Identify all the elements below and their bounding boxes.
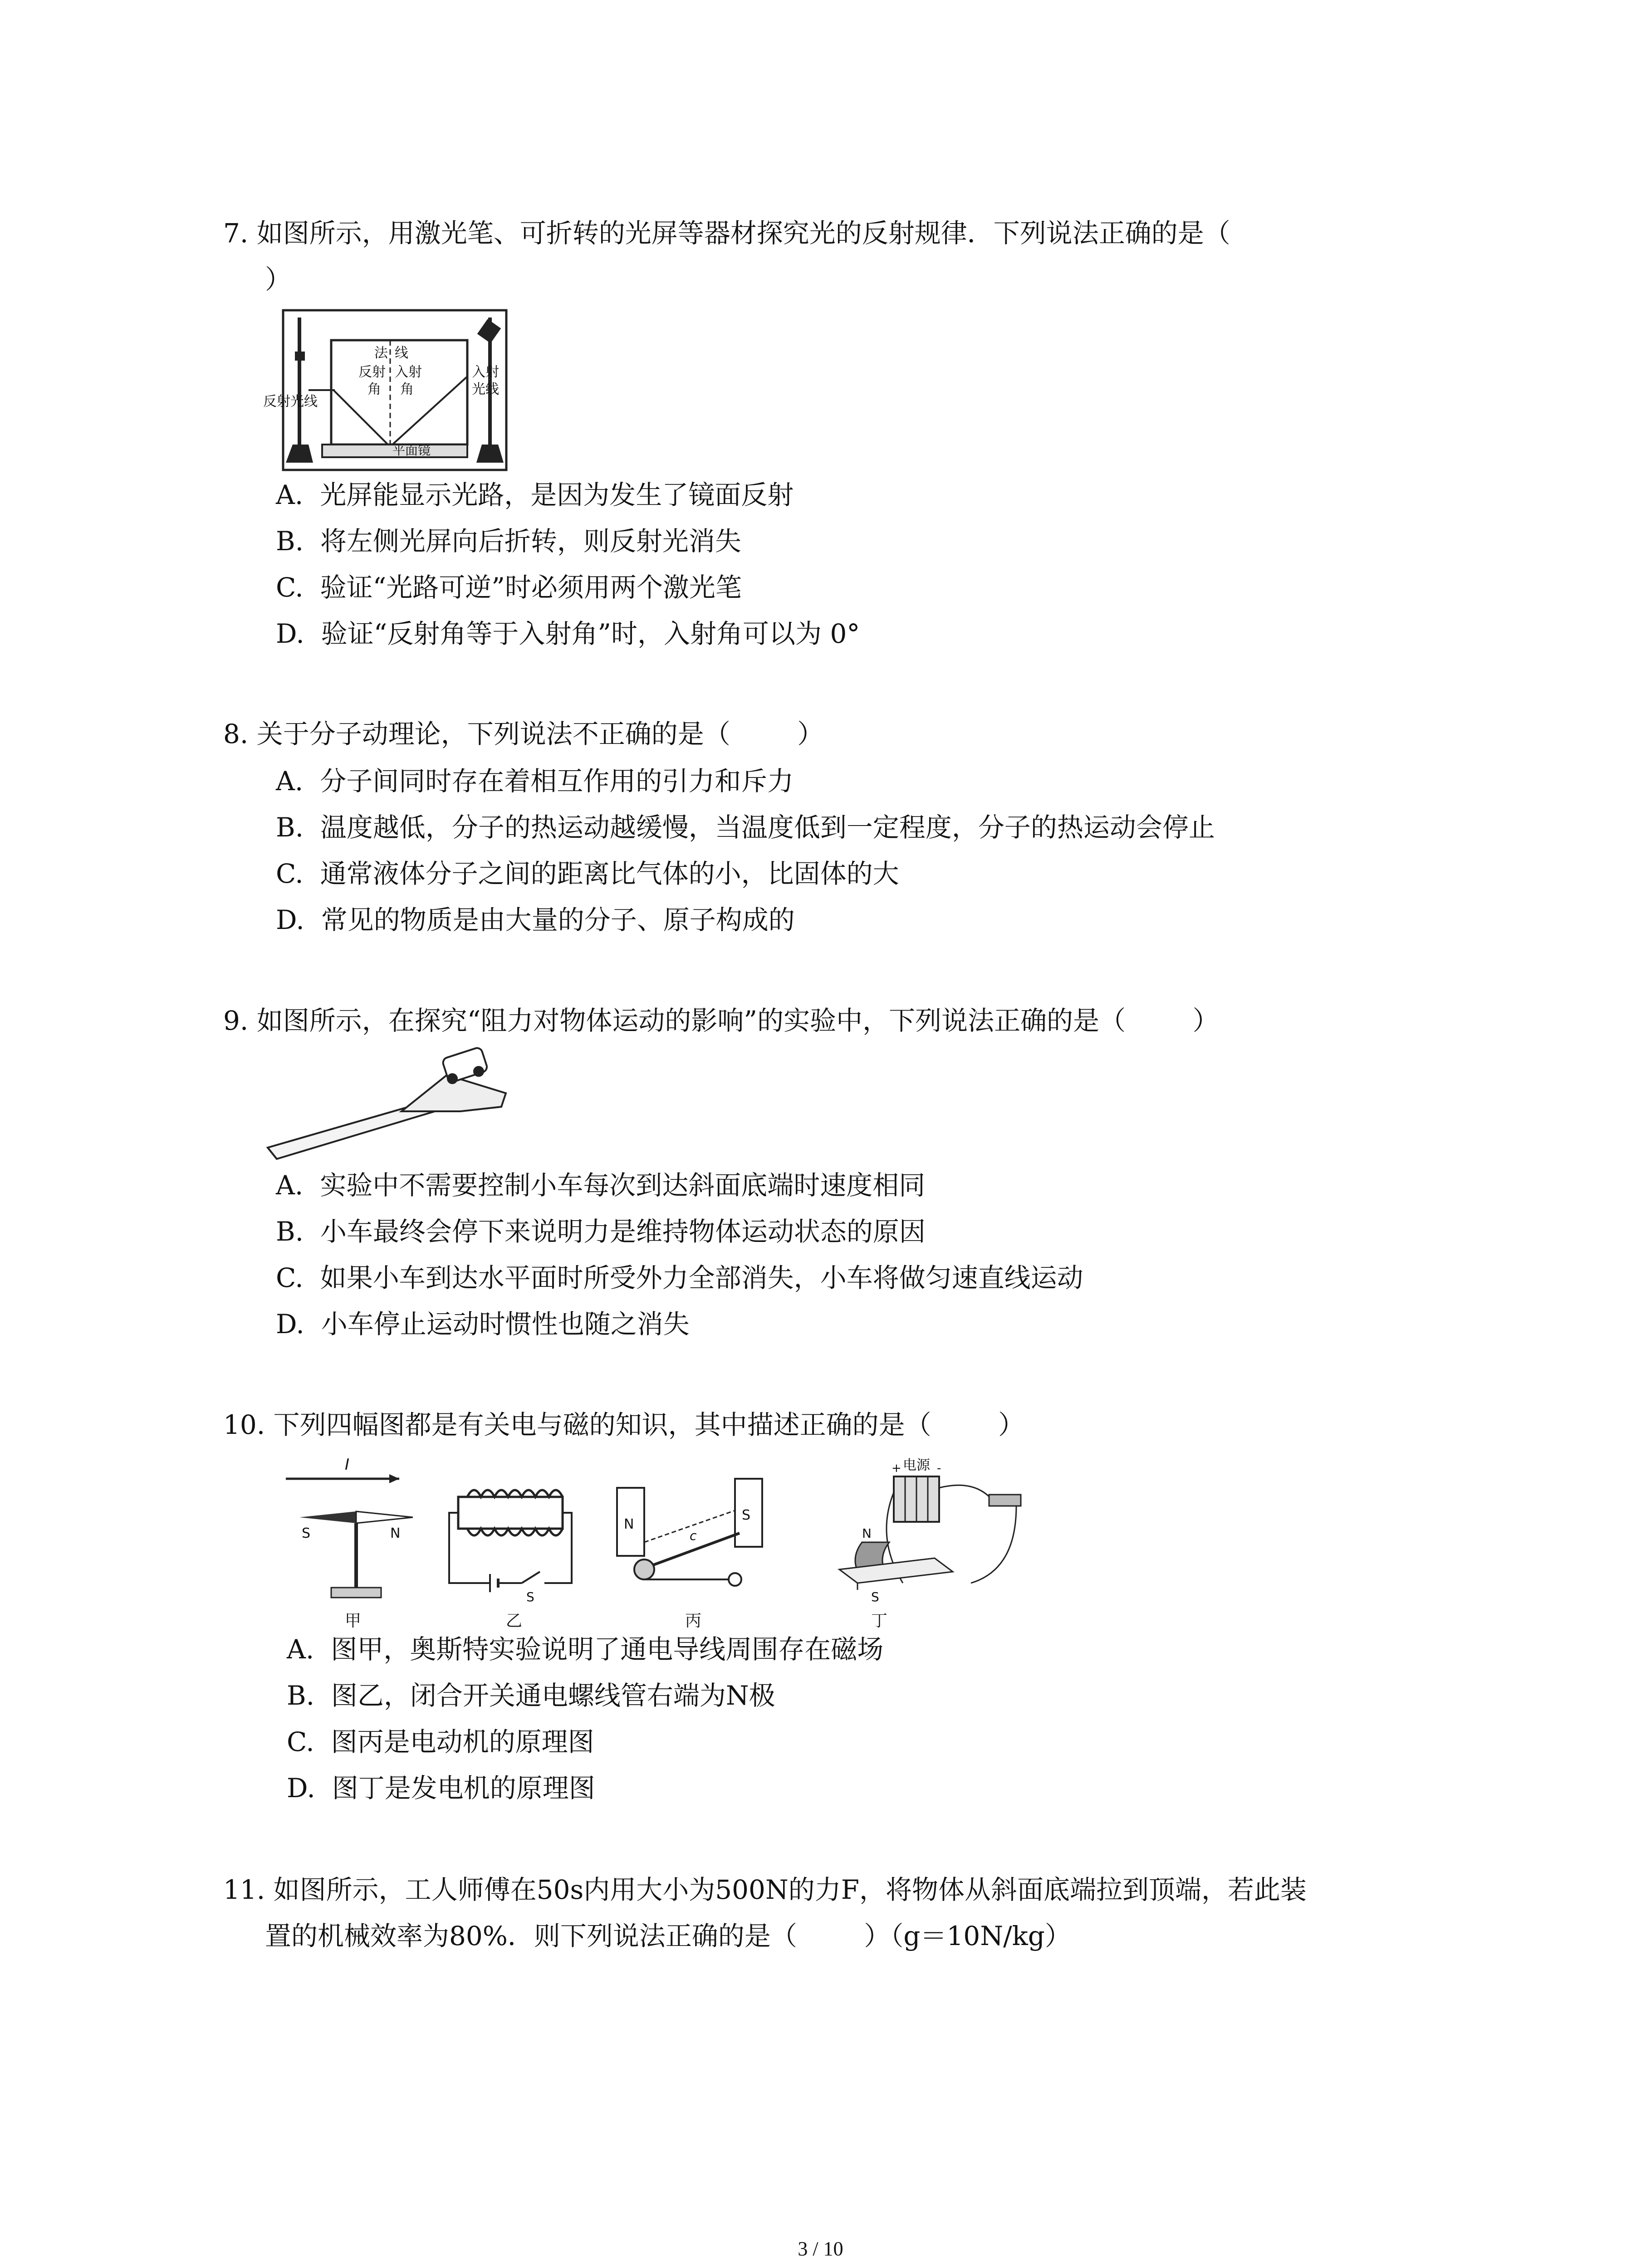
q7-refl-ray-label: 反射光线 <box>263 394 318 410</box>
q10-option-c: C. 图丙是电动机的原理图 <box>287 1726 594 1757</box>
q9-ramp-cart-figure <box>265 1043 510 1161</box>
q10-electromagnetism-figures <box>281 1452 1043 1633</box>
q9-option-a: A. 实验中不需要控制小车每次到达斜面底端时速度相同 <box>276 1170 926 1201</box>
q7-reflection-figure <box>263 308 508 472</box>
q10-figure-ding <box>839 1457 1021 1630</box>
page-number: 3 / 10 <box>798 2238 843 2260</box>
q7-refl-angle-label-a: 反射 <box>358 364 386 380</box>
q7-inc-ray-label-b: 光线 <box>472 381 499 397</box>
q10-label-ding: 丁 <box>871 1612 888 1630</box>
q7-option-c: C. 验证“光路可逆”时必须用两个激光笔 <box>276 572 742 603</box>
q10-needle-s: S <box>302 1525 311 1541</box>
q10-ding-s: S <box>871 1589 879 1604</box>
q10-option-b: B. 图乙，闭合开关通电螺线管右端为N极 <box>287 1680 775 1711</box>
q10-label-yi: 乙 <box>506 1612 523 1630</box>
q10-switch-s: S <box>526 1589 534 1604</box>
q10-needle-n: N <box>390 1525 401 1541</box>
q8-stem: 8. 关于分子动理论，下列说法不正确的是（ ） <box>223 719 824 749</box>
q7-inc-angle-label-b: 角 <box>400 381 414 397</box>
q10-magnet-n: N <box>624 1516 634 1532</box>
q8-option-b: B. 温度越低，分子的热运动越缓慢，当温度低到一定程度，分子的热运动会停止 <box>276 812 1215 843</box>
q7-option-b: B. 将左侧光屏向后折转，则反射光消失 <box>276 526 741 557</box>
q7-inc-angle-label-a: 入射 <box>395 364 422 380</box>
q9-option-b: B. 小车最终会停下来说明力是维持物体运动状态的原因 <box>276 1216 926 1247</box>
q10-figure-jia <box>286 1456 413 1630</box>
q10-power-label: 电源 <box>903 1457 930 1473</box>
q7-option-a: A. 光屏能显示光路，是因为发生了镜面反射 <box>276 479 794 510</box>
q10-label-jia: 甲 <box>345 1612 362 1630</box>
q9-option-d: D. 小车停止运动时惯性也随之消失 <box>276 1309 690 1339</box>
q10-plus-sign: + <box>892 1461 901 1475</box>
q7-normal-label-a: 法 <box>374 345 388 361</box>
q7-normal-label-b: 线 <box>395 345 408 361</box>
q8-option-d: D. 常见的物质是由大量的分子、原子构成的 <box>276 904 795 935</box>
q7-stem: 7. 如图所示，用激光笔、可折转的光屏等器材探究光的反射规律．下列说法正确的是（ <box>223 218 1230 249</box>
q9-option-c: C. 如果小车到达水平面时所受外力全部消失，小车将做匀速直线运动 <box>276 1262 1083 1293</box>
q7-stem-end: ） <box>265 264 292 295</box>
q7-option-d: D. 验证“反射角等于入射角”时，入射角可以为 0° <box>276 618 860 649</box>
q11-line-2: 置的机械效率为80%．则下列说法正确的是（ ）（g＝10N/kg） <box>265 1921 1071 1951</box>
q10-magnet-s: S <box>742 1507 751 1523</box>
q8-option-c: C. 通常液体分子之间的距离比气体的小，比固体的大 <box>276 858 899 889</box>
q10-stem: 10. 下列四幅图都是有关电与磁的知识，其中描述正确的是（ ） <box>223 1409 1025 1440</box>
q10-current-label: I <box>345 1456 350 1474</box>
q10-ding-n: N <box>862 1526 872 1541</box>
q8-option-a: A. 分子间同时存在着相互作用的引力和斥力 <box>276 766 794 797</box>
q7-inc-ray-label-a: 入射 <box>472 364 499 380</box>
q9-stem: 9. 如图所示，在探究“阻力对物体运动的影响”的实验中，下列说法正确的是（ ） <box>223 1005 1219 1036</box>
q10-figure-yi <box>449 1490 572 1630</box>
q10-figure-bing <box>617 1479 762 1630</box>
q10-rod-c: c <box>690 1528 697 1543</box>
q7-refl-angle-label-b: 角 <box>367 381 381 397</box>
q10-minus-sign: - <box>937 1461 941 1475</box>
q10-option-d: D. 图丁是发电机的原理图 <box>287 1773 595 1804</box>
q10-label-bing: 丙 <box>685 1612 702 1630</box>
q11-line-1: 11. 如图所示，工人师傅在50s内用大小为500N的力F，将物体从斜面底端拉到顶端，若此装 <box>223 1874 1307 1905</box>
q7-mirror-label: 平面镜 <box>392 443 431 458</box>
q10-option-a: A. 图甲，奥斯特实验说明了通电导线周围存在磁场 <box>287 1634 884 1665</box>
